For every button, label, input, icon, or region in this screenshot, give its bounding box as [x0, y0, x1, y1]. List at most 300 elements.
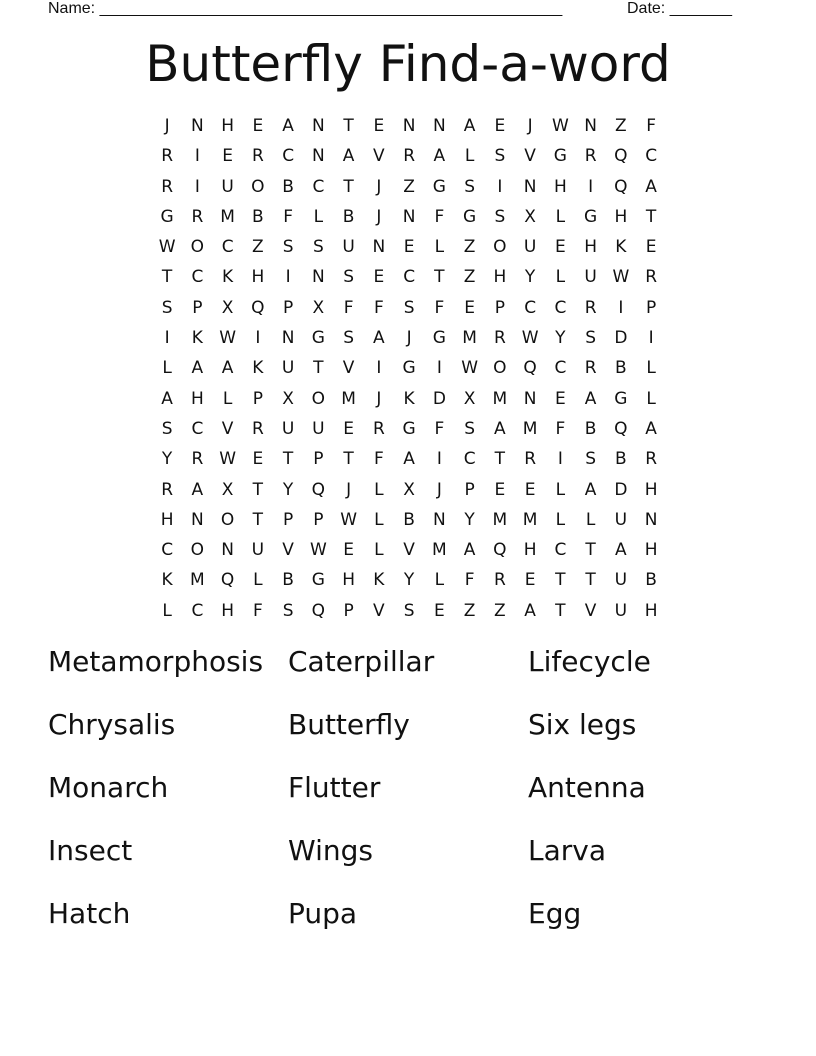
grid-letter: L	[374, 509, 384, 530]
grid-letter: P	[282, 297, 294, 318]
grid-letter: H	[584, 237, 598, 258]
grid-letter: R	[372, 418, 385, 439]
grid-letter: I	[255, 328, 261, 349]
grid-letter: X	[463, 388, 476, 409]
grid-letter: H	[523, 540, 537, 561]
grid-letter: C	[191, 418, 204, 439]
grid-letter: K	[373, 570, 385, 591]
grid-letter: R	[161, 146, 174, 167]
grid-letter: P	[343, 600, 354, 621]
grid-letter: C	[645, 146, 658, 167]
grid-letter: Y	[464, 509, 475, 530]
grid-letter: A	[463, 116, 476, 136]
grid-letter: U	[251, 540, 265, 561]
grid-letter: U	[342, 237, 355, 258]
grid-letter: Q	[493, 540, 507, 561]
word-list-item: Wings	[288, 834, 373, 867]
grid-letter: W	[219, 449, 237, 470]
grid-letter: R	[403, 146, 416, 167]
grid-letter: R	[645, 267, 658, 288]
grid-letter: T	[313, 358, 324, 379]
grid-letter: G	[432, 176, 446, 197]
grid-letter: U	[614, 509, 628, 530]
grid-letter: G	[553, 146, 567, 167]
grid-letter: U	[281, 358, 295, 379]
grid-letter: G	[584, 206, 598, 227]
grid-letter: I	[164, 328, 170, 349]
grid-letter: N	[312, 116, 325, 136]
grid-letter: M	[522, 509, 538, 530]
grid-letter: B	[615, 449, 627, 470]
date-field: Date: _______	[627, 0, 732, 17]
grid-letter: W	[158, 237, 176, 258]
grid-letter: G	[402, 418, 416, 439]
grid-letter: I	[436, 358, 442, 379]
page-title: Butterfly Find-a-word	[145, 35, 671, 93]
name-field: Name: ____________________________________________________	[48, 0, 563, 17]
grid-letter: A	[615, 540, 627, 561]
grid-letter: C	[312, 176, 325, 197]
grid-letter: K	[615, 237, 627, 258]
grid-letter: R	[584, 358, 597, 379]
grid-letter: O	[493, 237, 507, 258]
grid-letter: D	[614, 328, 628, 349]
grid-letter: N	[221, 540, 234, 561]
grid-letter: V	[524, 146, 536, 167]
grid-letter: W	[340, 509, 358, 530]
grid-letter: R	[161, 479, 174, 500]
grid-letter: C	[403, 267, 416, 288]
grid-letter: B	[282, 176, 294, 197]
grid-letter: I	[648, 328, 654, 349]
grid-letter: N	[433, 509, 446, 530]
grid-letter: R	[524, 449, 537, 470]
grid-letter: M	[190, 570, 205, 591]
grid-letter: S	[403, 297, 415, 318]
grid-letter: Z	[463, 237, 476, 258]
grid-letter: F	[373, 449, 384, 470]
grid-letter: I	[618, 297, 624, 318]
grid-letter: L	[646, 388, 656, 409]
grid-letter: Q	[614, 176, 628, 197]
word-list-item: Caterpillar	[288, 645, 435, 678]
grid-letter: G	[311, 328, 325, 349]
grid-letter: J	[164, 116, 170, 136]
grid-letter: U	[221, 176, 234, 197]
grid-letter: E	[343, 540, 354, 561]
grid-letter: E	[494, 479, 506, 500]
grid-letter: Q	[220, 570, 235, 591]
word-list-item: Larva	[528, 834, 606, 867]
grid-letter: A	[584, 479, 597, 500]
grid-letter: S	[312, 237, 324, 258]
grid-letter: T	[555, 570, 566, 591]
grid-letter: Z	[403, 176, 415, 197]
grid-letter: L	[555, 267, 566, 288]
grid-letter: L	[585, 509, 596, 530]
grid-letter: E	[252, 116, 264, 136]
grid-letter: W	[521, 328, 539, 349]
grid-letter: S	[494, 206, 506, 227]
grid-letter: X	[282, 388, 294, 409]
grid-letter: D	[614, 479, 628, 500]
grid-letter: M	[522, 418, 538, 439]
grid-letter: F	[434, 206, 445, 227]
grid-letter: P	[313, 509, 324, 530]
grid-letter: A	[342, 146, 355, 167]
grid-letter: C	[221, 237, 234, 258]
grid-letter: E	[555, 388, 566, 409]
grid-letter: W	[461, 358, 479, 379]
grid-letter: E	[645, 237, 657, 258]
grid-letter: L	[434, 570, 445, 591]
word-list-item: Hatch	[48, 897, 131, 930]
grid-letter: L	[646, 358, 656, 379]
word-list-item: Lifecycle	[528, 645, 651, 678]
grid-letter: H	[221, 116, 235, 136]
grid-letter: V	[282, 540, 294, 561]
grid-letter: N	[523, 176, 537, 197]
grid-letter: C	[524, 297, 537, 318]
word-list-item: Pupa	[288, 897, 358, 930]
grid-letter: S	[464, 176, 476, 197]
word-list-item: Six legs	[528, 708, 637, 741]
grid-letter: I	[376, 358, 382, 379]
grid-letter: R	[251, 146, 264, 167]
word-list-item: Chrysalis	[48, 708, 176, 741]
grid-letter: Y	[161, 449, 173, 470]
grid-letter: J	[527, 116, 533, 136]
grid-letter: W	[551, 116, 569, 136]
grid-letter: M	[492, 509, 508, 530]
word-list-item: Egg	[528, 897, 582, 930]
grid-letter: Y	[403, 570, 415, 591]
grid-letter: F	[434, 297, 445, 318]
grid-letter: Y	[524, 267, 536, 288]
grid-letter: W	[309, 540, 327, 561]
grid-letter: N	[372, 237, 386, 258]
grid-letter: X	[312, 297, 325, 318]
grid-letter: T	[252, 479, 264, 500]
grid-letter: W	[612, 267, 630, 288]
grid-letter: Q	[614, 146, 628, 167]
grid-letter: C	[191, 600, 204, 621]
grid-letter: E	[373, 267, 385, 288]
grid-letter: Q	[311, 600, 326, 621]
grid-letter: A	[645, 176, 657, 197]
grid-letter: S	[343, 328, 355, 349]
grid-letter: N	[523, 388, 537, 409]
grid-letter: E	[403, 237, 415, 258]
grid-letter: E	[252, 449, 264, 470]
grid-letter: H	[644, 540, 658, 561]
grid-letter: E	[524, 570, 536, 591]
grid-letter: L	[434, 237, 445, 258]
grid-letter: N	[281, 328, 295, 349]
grid-letter: I	[285, 267, 291, 288]
grid-letter: I	[588, 176, 594, 197]
grid-letter: I	[497, 176, 503, 197]
grid-letter: N	[191, 116, 204, 136]
grid-letter: M	[492, 388, 508, 409]
grid-letter: A	[221, 358, 234, 379]
grid-letter: G	[432, 328, 446, 349]
grid-letter: M	[462, 328, 477, 349]
grid-letter: T	[343, 176, 354, 197]
grid-letter: L	[253, 570, 263, 591]
grid-letter: R	[161, 176, 174, 197]
word-list-item: Antenna	[528, 771, 646, 804]
grid-letter: H	[493, 267, 507, 288]
grid-letter: R	[493, 570, 506, 591]
grid-letter: Z	[463, 600, 476, 621]
grid-letter: S	[343, 267, 355, 288]
grid-letter: P	[494, 297, 505, 318]
grid-letter: O	[190, 540, 205, 561]
grid-letter: T	[282, 449, 294, 470]
grid-letter: L	[313, 206, 324, 227]
grid-letter: J	[376, 176, 382, 197]
grid-letter: E	[494, 116, 506, 136]
grid-letter: J	[376, 206, 382, 227]
grid-letter: S	[161, 297, 173, 318]
grid-letter: Q	[251, 297, 265, 318]
grid-letter: S	[494, 146, 506, 167]
grid-letter: F	[646, 116, 657, 136]
grid-letter: F	[464, 570, 475, 591]
grid-letter: F	[373, 297, 384, 318]
grid-letter: R	[584, 297, 597, 318]
grid-letter: K	[191, 328, 203, 349]
grid-letter: T	[252, 509, 264, 530]
grid-letter: C	[191, 267, 204, 288]
grid-letter: S	[161, 418, 173, 439]
grid-letter: L	[464, 146, 475, 167]
grid-letter: R	[584, 146, 597, 167]
grid-letter: B	[342, 206, 355, 227]
grid-letter: L	[555, 206, 566, 227]
grid-letter: Q	[614, 418, 628, 439]
grid-letter: F	[434, 418, 445, 439]
grid-letter: A	[191, 479, 204, 500]
grid-letter: A	[433, 146, 446, 167]
grid-letter: F	[252, 600, 263, 621]
grid-letter: R	[191, 449, 204, 470]
grid-letter: Z	[494, 600, 506, 621]
grid-letter: V	[342, 358, 355, 379]
grid-letter: A	[494, 418, 506, 439]
grid-letter: V	[221, 418, 234, 439]
grid-letter: T	[343, 116, 354, 136]
grid-letter: T	[585, 540, 596, 561]
grid-letter: U	[281, 418, 295, 439]
grid-letter: V	[373, 600, 385, 621]
grid-letter: I	[194, 176, 200, 197]
grid-letter: T	[494, 449, 506, 470]
grid-letter: R	[493, 328, 506, 349]
grid-letter: L	[374, 540, 384, 561]
grid-letter: S	[282, 600, 294, 621]
grid-letter: A	[161, 388, 173, 409]
grid-letter: A	[191, 358, 204, 379]
grid-letter: Y	[555, 328, 566, 349]
grid-letter: Q	[311, 479, 326, 500]
grid-letter: M	[220, 206, 235, 227]
grid-letter: A	[373, 328, 385, 349]
grid-letter: I	[557, 449, 563, 470]
grid-letter: V	[373, 146, 385, 167]
grid-letter: I	[436, 449, 442, 470]
grid-letter: L	[162, 358, 172, 379]
grid-letter: B	[645, 570, 657, 591]
grid-letter: T	[434, 267, 445, 288]
grid-letter: F	[283, 206, 294, 227]
grid-letter: L	[222, 388, 233, 409]
grid-letter: V	[403, 540, 415, 561]
grid-letter: A	[584, 388, 597, 409]
grid-letter: Z	[615, 116, 627, 136]
grid-letter: S	[403, 600, 415, 621]
grid-letter: P	[192, 297, 203, 318]
grid-letter: B	[252, 206, 264, 227]
grid-letter: J	[376, 388, 382, 409]
grid-letter: E	[373, 116, 385, 136]
grid-letter: T	[585, 570, 596, 591]
grid-letter: N	[402, 206, 416, 227]
grid-letter: E	[524, 479, 536, 500]
grid-letter: N	[191, 509, 204, 530]
grid-letter: P	[252, 388, 263, 409]
grid-letter: N	[644, 509, 658, 530]
grid-letter: V	[584, 600, 597, 621]
grid-letter: J	[436, 479, 442, 500]
grid-letter: K	[403, 388, 415, 409]
grid-letter: P	[313, 449, 324, 470]
grid-letter: S	[585, 449, 597, 470]
grid-letter: G	[311, 570, 325, 591]
grid-letter: P	[282, 509, 294, 530]
grid-letter: P	[464, 479, 475, 500]
grid-letter: N	[312, 267, 325, 288]
grid-letter: F	[555, 418, 566, 439]
grid-letter: C	[554, 540, 567, 561]
grid-letter: T	[645, 206, 657, 227]
grid-letter: N	[584, 116, 597, 136]
grid-letter: L	[162, 600, 172, 621]
word-list	[48, 640, 768, 955]
grid-letter: O	[251, 176, 265, 197]
grid-letter: Y	[282, 479, 294, 500]
grid-letter: U	[614, 570, 628, 591]
grid-letter: K	[252, 358, 264, 379]
grid-letter: T	[343, 449, 354, 470]
grid-letter: X	[221, 297, 234, 318]
grid-letter: C	[282, 146, 295, 167]
grid-letter: E	[222, 146, 233, 167]
grid-letter: B	[615, 358, 627, 379]
grid-letter: N	[402, 116, 416, 136]
grid-letter: I	[194, 146, 200, 167]
grid-letter: A	[463, 540, 476, 561]
grid-letter: N	[433, 116, 446, 136]
grid-letter: T	[161, 267, 173, 288]
grid-letter: K	[222, 267, 234, 288]
grid-letter: E	[464, 297, 475, 318]
grid-letter: A	[403, 449, 415, 470]
grid-letter: J	[406, 328, 412, 349]
grid-letter: A	[282, 116, 294, 136]
grid-letter: S	[585, 328, 597, 349]
grid-letter: C	[554, 297, 567, 318]
grid-letter: O	[220, 509, 235, 530]
grid-letter: G	[160, 206, 174, 227]
grid-letter: R	[251, 418, 264, 439]
grid-letter: R	[645, 449, 658, 470]
grid-letter: G	[614, 388, 628, 409]
grid-letter: R	[191, 206, 204, 227]
grid-letter: J	[346, 479, 352, 500]
letter-grid	[152, 115, 666, 630]
grid-letter: F	[343, 297, 354, 318]
grid-letter: G	[463, 206, 477, 227]
grid-letter: X	[524, 206, 536, 227]
grid-letter: H	[160, 509, 174, 530]
grid-letter: X	[221, 479, 234, 500]
grid-letter: O	[190, 237, 205, 258]
grid-letter: T	[555, 600, 566, 621]
grid-letter: S	[464, 418, 476, 439]
grid-letter: H	[644, 600, 658, 621]
grid-letter: U	[584, 267, 597, 288]
grid-letter: E	[555, 237, 566, 258]
grid-letter: S	[282, 237, 294, 258]
grid-letter: L	[374, 479, 384, 500]
word-list-item: Monarch	[48, 771, 169, 804]
grid-letter: U	[312, 418, 325, 439]
word-list-item: Insect	[48, 834, 133, 867]
grid-letter: E	[434, 600, 445, 621]
grid-letter: U	[614, 600, 628, 621]
grid-letter: Q	[523, 358, 537, 379]
grid-letter: H	[644, 479, 658, 500]
grid-letter: C	[463, 449, 476, 470]
word-list-item: Metamorphosis	[48, 645, 264, 678]
grid-letter: Z	[463, 267, 476, 288]
grid-letter: K	[161, 570, 173, 591]
grid-letter: H	[190, 388, 204, 409]
grid-letter: G	[402, 358, 416, 379]
grid-letter: C	[161, 540, 174, 561]
grid-letter: N	[312, 146, 325, 167]
grid-letter: D	[432, 388, 446, 409]
grid-letter: P	[645, 297, 657, 318]
grid-letter: H	[553, 176, 567, 197]
grid-letter: C	[554, 358, 567, 379]
grid-letter: Z	[252, 237, 264, 258]
word-list-item: Flutter	[288, 771, 381, 804]
grid-letter: H	[614, 206, 628, 227]
grid-letter: H	[221, 600, 235, 621]
grid-letter: M	[432, 540, 447, 561]
word-list-item: Butterfly	[288, 708, 410, 741]
grid-letter: B	[584, 418, 597, 439]
grid-letter: A	[645, 418, 657, 439]
grid-letter: E	[343, 418, 354, 439]
grid-letter: A	[524, 600, 536, 621]
grid-letter: B	[282, 570, 294, 591]
grid-letter: B	[403, 509, 415, 530]
grid-letter: H	[251, 267, 265, 288]
